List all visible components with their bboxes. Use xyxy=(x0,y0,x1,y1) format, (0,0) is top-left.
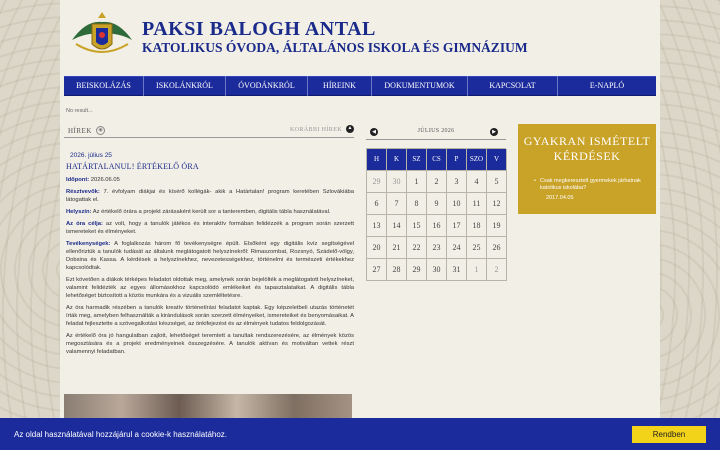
calendar-day[interactable]: 6 xyxy=(367,193,387,215)
calendar-day[interactable]: 10 xyxy=(447,193,467,215)
calendar-day[interactable]: 1 xyxy=(467,259,487,281)
news-paragraph-text: 2026.06.05 xyxy=(89,177,120,183)
calendar-day[interactable]: 27 xyxy=(367,259,387,281)
calendar-day[interactable]: 19 xyxy=(487,215,507,237)
news-paragraph-text: A foglalkozás három fő tevékenységre épült. Elsőként egy digitális kvíz segítségével ellenőriztük a tanulók tudását az általunk meglátogatott helyszínekről: Rimaszombat, Rozsnyó, Szádelő-völgy, Dobsina és Kassa. A kérdések a helyszínekhez, nevezetességekhez, történelmi és természeti értékekhez kapcsolódtak. xyxy=(66,241,354,271)
calendar-month: JÚLIUS 2026 xyxy=(417,128,455,134)
calendar-day[interactable]: 18 xyxy=(467,215,487,237)
news-paragraph xyxy=(66,304,354,328)
news-header-bar xyxy=(64,124,354,138)
news-paragraph xyxy=(66,176,354,184)
nav-iskolankrol[interactable]: ISKOLÁNKRÓL xyxy=(144,76,226,96)
calendar-day[interactable]: 30 xyxy=(387,171,407,193)
faq-box xyxy=(518,124,656,214)
faq-item-link[interactable]: • Csak megkeresztelt gyermekek járhatnak katolikus iskolába? xyxy=(540,178,650,192)
calendar-weekday: H xyxy=(367,149,387,171)
calendar-day[interactable]: 26 xyxy=(487,237,507,259)
calendar-day[interactable]: 31 xyxy=(447,259,467,281)
calendar-day[interactable]: 25 xyxy=(467,237,487,259)
calendar-weekday: P xyxy=(447,149,467,171)
calendar-day[interactable]: 24 xyxy=(447,237,467,259)
news-paragraph-text: Az óra harmadik részében a tanulók kreatív történetírási feladatot kaptak. Egy képzeletbeli utazás történetét írták meg, amelyben felhasználták a kirándulások során szerzett élményeiket, ismereteiket és benyomásaikat. A feladat fejlesztette a szövegalkotási készséget, az önkifejezést és az élmények tudatos feldolgozását. xyxy=(66,305,354,327)
news-paragraph-label: Helyszín: xyxy=(66,209,92,215)
calendar-weekday: CS xyxy=(427,149,447,171)
calendar-day[interactable]: 9 xyxy=(427,193,447,215)
news-paragraph-label: Az óra célja: xyxy=(66,221,103,227)
older-news-link[interactable]: KORÁBBI HÍREK xyxy=(289,127,342,133)
nav-enaplo[interactable]: E-NAPLÓ xyxy=(589,81,625,90)
calendar-day[interactable]: 14 xyxy=(387,215,407,237)
news-paragraph-text: Ezt követően a diákok térképes feladatot oldottak meg, amelynek során bejelölték a meglátogatott helyszíneket, valamint felidézték az egyes állomásokhoz kapcsolódó emlékeiket és tapasztalataikat. A digitális tábla lehetőséget biztosított a közös munkára és a vizuális szemléltetésre. xyxy=(66,277,354,299)
news-date: 2026. július 25 xyxy=(70,152,112,159)
calendar-header xyxy=(366,124,506,140)
nav-kapcsolat[interactable]: KAPCSOLAT xyxy=(468,76,558,96)
calendar-day[interactable]: 11 xyxy=(467,193,487,215)
calendar-day[interactable]: 1 xyxy=(407,171,427,193)
cookie-bar xyxy=(0,418,720,450)
news-paragraph-text: Az értékelő óra jó hangulatban zajlott, lehetőséget teremtett a tanultak rendszerezésére, az élmények közös megosztására és a projekt eredményeinek összegzésére. A tanulók aktívan és motiváltan vettek részt valamennyi feladatban. xyxy=(66,333,354,355)
calendar-day[interactable]: 13 xyxy=(367,215,387,237)
chevron-right-icon[interactable]: ▶ xyxy=(490,128,498,136)
calendar-day[interactable]: 20 xyxy=(367,237,387,259)
search-no-result: No result... xyxy=(66,108,93,114)
nav-hireink[interactable]: HÍREINK xyxy=(308,76,372,96)
coat-of-arms-logo[interactable] xyxy=(66,10,138,60)
calendar-day[interactable]: 29 xyxy=(367,171,387,193)
news-label[interactable]: HÍREK xyxy=(68,127,92,135)
calendar-day[interactable]: 7 xyxy=(387,193,407,215)
rss-icon[interactable]: ◉ xyxy=(96,126,105,135)
calendar-day[interactable]: 29 xyxy=(407,259,427,281)
cookie-accept-button[interactable]: Rendben xyxy=(632,426,706,443)
calendar-day[interactable]: 22 xyxy=(407,237,427,259)
calendar-day[interactable]: 17 xyxy=(447,215,467,237)
news-paragraph-text: 7. évfolyam diákjai és kísérő kollégák- akik a Határtalan! program keretében Szlovákiába látogattak el. xyxy=(66,189,354,203)
calendar-weekday: SZO xyxy=(467,149,487,171)
news-paragraph xyxy=(66,188,354,204)
calendar-day[interactable]: 3 xyxy=(447,171,467,193)
news-paragraph xyxy=(66,276,354,300)
news-paragraph xyxy=(66,220,354,236)
news-paragraph-text: az volt, hogy a tanulók játékos és interaktív formában felidézzék a program során szerzett ismereteket és élményeket. xyxy=(66,221,354,235)
faq-title: GYAKRAN ISMÉTELT KÉRDÉSEK xyxy=(523,134,651,163)
calendar-day[interactable]: 12 xyxy=(487,193,507,215)
chevron-up-icon[interactable]: ▲ xyxy=(347,126,353,131)
nav-beiskolazas[interactable]: BEISKOLÁZÁS xyxy=(64,76,144,96)
news-body xyxy=(66,176,354,360)
calendar-weekday: V xyxy=(487,149,507,171)
faq-item-date: 2017.04.05 xyxy=(546,195,574,201)
calendar-day[interactable]: 21 xyxy=(387,237,407,259)
calendar-day[interactable]: 4 xyxy=(467,171,487,193)
news-paragraph-label: Időpont: xyxy=(66,177,90,183)
cookie-text: Az oldal használatával hozzájárul a cookie-k használatához. xyxy=(14,429,228,439)
news-paragraph-text: Az értékelő órára a projekt zárásaként került sor a tanteremben, digitális tábla használatával. xyxy=(91,209,331,215)
calendar-day[interactable]: 5 xyxy=(487,171,507,193)
news-paragraph-label: Tevékenységek: xyxy=(66,241,111,247)
calendar-day[interactable]: 8 xyxy=(407,193,427,215)
calendar-weekday: K xyxy=(387,149,407,171)
event-calendar xyxy=(366,124,506,274)
site-subtitle: KATOLIKUS ÓVODA, ÁLTALÁNOS ISKOLA ÉS GIMNÁZIUM xyxy=(142,40,528,55)
chevron-left-icon[interactable]: ◀ xyxy=(370,128,378,136)
nav-ovodankrol[interactable]: ÓVODÁNKRÓL xyxy=(226,76,308,96)
calendar-day[interactable]: 15 xyxy=(407,215,427,237)
calendar-day[interactable]: 16 xyxy=(427,215,447,237)
calendar-day[interactable]: 28 xyxy=(387,259,407,281)
calendar-day[interactable]: 23 xyxy=(427,237,447,259)
news-paragraph xyxy=(66,332,354,356)
news-paragraph-label: Résztvevők: xyxy=(66,189,100,195)
calendar-day[interactable]: 30 xyxy=(427,259,447,281)
header xyxy=(60,0,660,72)
page xyxy=(60,0,660,450)
calendar-weekday: SZ xyxy=(407,149,427,171)
news-section xyxy=(64,124,354,355)
news-paragraph xyxy=(66,240,354,272)
news-paragraph xyxy=(66,208,354,216)
calendar-day[interactable]: 2 xyxy=(427,171,447,193)
nav-dokumentumok[interactable]: DOKUMENTUMOK xyxy=(372,76,468,96)
calendar-grid xyxy=(366,148,506,281)
site-title[interactable]: PAKSI BALOGH ANTAL xyxy=(142,18,376,40)
main-navigation xyxy=(64,76,656,96)
calendar-day[interactable]: 2 xyxy=(487,259,507,281)
news-title[interactable]: HATÁRTALANUL! ÉRTÉKELŐ ÓRA xyxy=(66,162,199,171)
